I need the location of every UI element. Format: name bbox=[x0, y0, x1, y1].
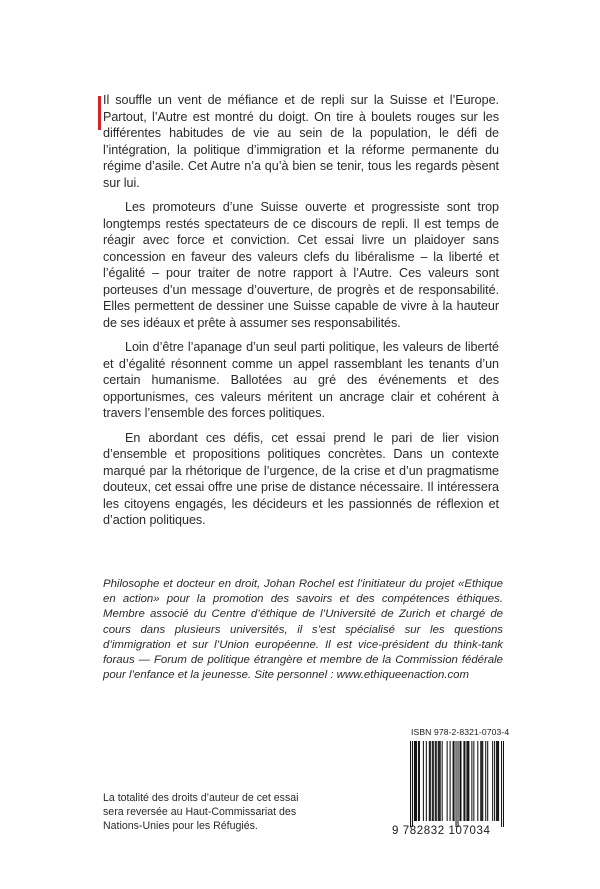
barcode-bar bbox=[450, 741, 451, 821]
barcode-bar bbox=[454, 741, 455, 821]
barcode-bar bbox=[468, 741, 469, 821]
barcode-bar bbox=[480, 741, 481, 821]
barcode-bar bbox=[429, 741, 430, 821]
barcode-bars bbox=[410, 741, 504, 827]
barcode-bar bbox=[410, 741, 411, 827]
barcode-bar bbox=[430, 741, 431, 821]
barcode-bar bbox=[459, 741, 460, 821]
barcode-bar bbox=[481, 741, 482, 821]
blurb-paragraph-4: En abordant ces défis, cet essai prend le pari de lier vision d’ensemble et propositions politiques concrètes. Dans un contexte marqué par la rhétorique de l’urgence, de la crise et d’un pragmatisme douteux, cet essai offre une prise de distance nécessaire. Il intéressera les citoyens engagés, les décideurs et les passionnés de réflexion et d’action politiques. bbox=[103, 430, 499, 527]
author-bio: Philosophe et docteur en droit, Johan Rochel est l’initiateur du projet «Ethique en action» pour la promotion des savoirs et des compétences éthiques. Membre associé du Centre d’éthique de l’Université de Zurich et chargé de cours dans plusieurs universités, il s’est spécialisé sur les questions d’immigration et sur l’Union européenne. Il est vice-président du think-tank foraus — Forum de politique étrangère et membre de la Commission fédérale pour l’enfance et la jeunesse. Site personnel : www.ethiqueenaction.com bbox=[103, 578, 503, 682]
barcode bbox=[392, 741, 504, 839]
barcode-bar bbox=[412, 741, 413, 827]
barcode-bar bbox=[497, 741, 498, 821]
barcode-bar bbox=[438, 741, 439, 821]
barcode-bar bbox=[492, 741, 493, 821]
barcode-bar bbox=[501, 741, 502, 827]
blurb-paragraph-1: Il souffle un vent de méfiance et de repli sur la Suisse et l’Europe. Partout, l’Autre est montré du doigt. On tire à boulets rouges sur les différentes habitudes de vie au sein de la population, le défi de l’intégration, la politique d’immigration et la réforme permanente du régime d’asile. Cet Autre n’a qu’à bien se tenir, tous les regards pèsent sur lui. bbox=[103, 93, 499, 190]
barcode-bar bbox=[496, 741, 497, 821]
accent-bar bbox=[98, 96, 101, 130]
barcode-bar bbox=[453, 741, 454, 821]
barcode-bar bbox=[467, 741, 468, 821]
barcode-bar bbox=[473, 741, 474, 821]
barcode-bar bbox=[471, 741, 472, 821]
barcode-bar bbox=[464, 741, 465, 821]
barcode-bar bbox=[423, 741, 424, 821]
barcode-bar bbox=[498, 741, 499, 821]
barcode-bar bbox=[439, 741, 440, 821]
barcode-bar bbox=[414, 741, 415, 821]
blurb-paragraph-3: Loin d’être l’apanage d’un seul parti politique, les valeurs de liberté et d’égalité résonnent comme un appel rassemblant les tenants d’un certain humanisme. Ballotées au gré des événements et des opportunismes, ces valeurs méritent un ancrage clair et cohérent à travers l’ensemble des forces politiques. bbox=[103, 340, 499, 420]
barcode-bar bbox=[436, 741, 437, 821]
barcode-bar bbox=[456, 741, 457, 827]
barcode-bar bbox=[433, 741, 434, 821]
barcode-bar bbox=[482, 741, 483, 821]
barcode-bar bbox=[415, 741, 416, 821]
barcode-bar bbox=[485, 741, 486, 821]
barcode-digits: 9 782832 107034 bbox=[392, 825, 491, 837]
barcode-bar bbox=[418, 741, 419, 821]
barcode-bar bbox=[426, 741, 427, 821]
barcode-bar bbox=[460, 741, 461, 821]
blurb-paragraph-2: Les promoteurs d’une Suisse ouverte et progressiste sont trop longtemps restés spectateurs de ce discours de repli. Il est temps de réagir avec force et conviction. Cet essai livre un plaidoyer sans concession en faveur des valeurs clefs du libéralisme – la liberté et l’égalité – pour traiter de notre rapport à l’Autre. Ces valeurs sont porteuses d’un message d’ouverture, de progrès et de responsabilité. Elles permettent de dessiner une Suisse capable de vivre à la hauteur de ses idéaux et prête à assumer ses responsabilités. bbox=[103, 200, 499, 330]
barcode-bar bbox=[442, 741, 443, 821]
barcode-bar bbox=[503, 741, 504, 827]
barcode-bar bbox=[419, 741, 420, 821]
blurb-text bbox=[103, 92, 499, 537]
barcode-bar bbox=[487, 741, 488, 821]
copyright-notice: La totalité des droits d’auteur de cet essai sera reversée au Haut-Commissariat des Nations-Unies pour les Réfugiés. bbox=[103, 792, 299, 832]
barcode-bar bbox=[440, 741, 441, 821]
barcode-bar bbox=[477, 741, 478, 821]
barcode-bar bbox=[435, 741, 436, 821]
barcode-bar bbox=[463, 741, 464, 821]
barcode-bar bbox=[466, 741, 467, 821]
barcode-bar bbox=[447, 741, 448, 821]
barcode-bar bbox=[432, 741, 433, 821]
isbn-label: ISBN 978-2-8321-0703-4 bbox=[411, 727, 510, 737]
barcode-bar bbox=[494, 741, 495, 821]
barcode-bar bbox=[457, 741, 458, 827]
barcode-bar bbox=[416, 741, 417, 821]
